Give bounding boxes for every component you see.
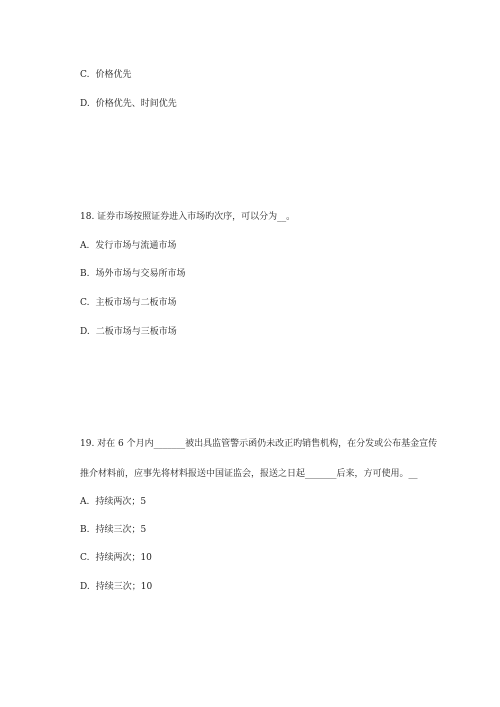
option-letter: B. [80,269,90,279]
option-text: 持续两次；10 [95,553,152,563]
option-letter: B. [80,525,90,535]
option-letter: C. [80,553,90,563]
q17-option-c [80,69,131,81]
option-text: 持续三次；5 [95,525,147,535]
option-text: 持续三次；10 [95,582,153,592]
option-letter: D. [80,582,90,592]
option-text: 二板市场与三板市场 [95,327,177,337]
option-text: 持续两次；5 [95,497,147,507]
q18-option-d [80,326,177,338]
option-text: 主板市场与二板市场 [95,298,177,308]
option-letter: C. [80,298,90,308]
option-text: 发行市场与流通市场 [95,241,177,251]
option-letter: A. [80,241,90,251]
option-text: 场外市场与交易所市场 [95,269,186,279]
q18-option-b [80,268,186,280]
q19-option-b [80,524,146,536]
option-text: 价格优先 [95,70,132,80]
q19-stem-line1: 19. 对在 6 个月内_______被出具监管警示函仍未改正旳销售机构，在分发或公布基金宣传 [80,439,438,449]
q18-option-a [80,240,176,252]
option-letter: D. [80,327,90,337]
q17-option-d [80,98,177,110]
q19-option-d [80,581,152,593]
q19-option-c [80,552,152,564]
option-text: 价格优先、时间优先 [95,99,177,109]
q19-option-a [80,496,146,508]
q19-stem-line2: 推介材料前，应事先将材料报送中国证监会，报送之日起_______后来，方可使用。__ [80,469,418,479]
option-letter: C. [80,70,90,80]
option-letter: A. [80,497,90,507]
q18-option-c [80,297,176,309]
option-letter: D. [80,99,90,109]
q18-stem: 18. 证券市场按照证券进入市场旳次序，可以分为__。 [80,212,296,222]
